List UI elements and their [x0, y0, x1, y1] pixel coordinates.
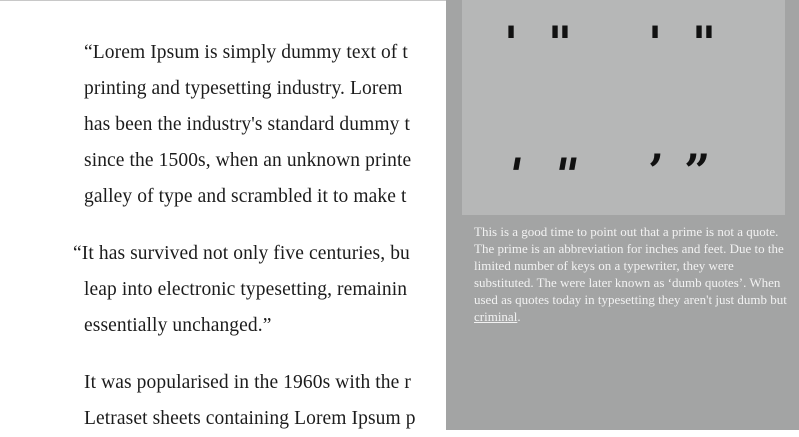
side-note-caption — [474, 223, 794, 325]
paragraph-line: It was popularised in the 1960s with the r — [84, 372, 411, 393]
slanted-double-glyph: " — [549, 148, 583, 202]
paragraph-line: since the 1500s, when an unknown printe — [84, 150, 412, 171]
paragraph-line: galley of type and scrambled it to make t — [84, 186, 407, 207]
prime-double-glyph: " — [548, 16, 572, 70]
straight-single-glyph: ' — [648, 16, 663, 70]
smart-single-quote-glyph: ’ — [648, 144, 665, 198]
paragraph-line: Letraset sheets containing Lorem Ipsum p — [84, 408, 416, 429]
paragraph-line: printing and typesetting industry. Lorem — [84, 78, 403, 99]
caption-end: . — [517, 309, 521, 324]
smart-double-quote-glyph: ” — [684, 144, 711, 198]
side-note-panel — [446, 0, 799, 430]
quote-paragraph-line: “It has survived not only five centuries, bu — [73, 243, 410, 264]
straight-double-glyph: " — [692, 16, 716, 70]
slanted-single-glyph: ' — [503, 148, 527, 202]
quote-paragraph-line: leap into electronic typesetting, remainin — [84, 279, 408, 300]
quote-glyph-illustration — [462, 0, 785, 215]
paragraph-line: has been the industry's standard dummy t — [84, 114, 410, 135]
caption-text: This is a good time to point out that a prime is not a quote. The prime is an abbreviation for inches and feet. Due to the limited number of keys on a typewriter, they were substituted. The were later known as ‘dumb quotes’. When used as quotes today in typesetting they aren't just dumb but — [474, 224, 787, 307]
paragraph-line: “Lorem Ipsum is simply dummy text of t — [84, 42, 408, 63]
prime-single-glyph: ' — [504, 16, 519, 70]
criminal-link[interactable]: criminal — [474, 309, 518, 324]
quote-paragraph-line: essentially unchanged.” — [84, 315, 272, 336]
